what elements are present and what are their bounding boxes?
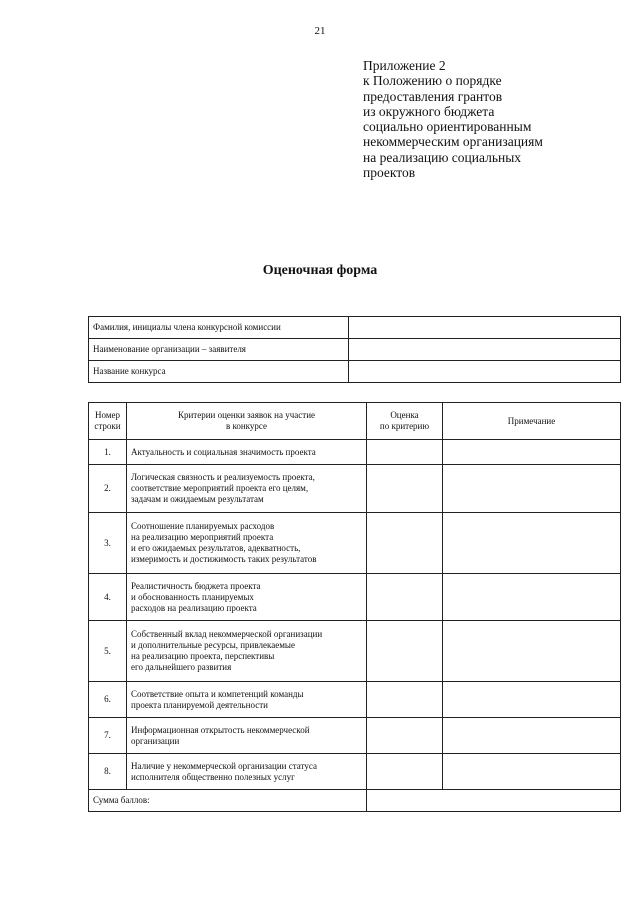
form-title: Оценочная форма xyxy=(262,263,378,278)
annex-heading xyxy=(363,58,633,180)
score-cell[interactable] xyxy=(367,465,443,513)
table-row xyxy=(89,754,621,790)
criteria-table xyxy=(88,402,621,812)
annex-line: на реализацию социальных xyxy=(363,149,522,165)
note-cell[interactable] xyxy=(443,513,621,574)
total-value-field[interactable] xyxy=(367,790,621,812)
table-row xyxy=(89,718,621,754)
note-cell[interactable] xyxy=(443,754,621,790)
info-table xyxy=(88,316,621,383)
annex-line: проектов xyxy=(363,165,416,181)
row-number: 6. xyxy=(89,682,127,718)
annex-line: из окружного бюджета xyxy=(363,103,495,119)
annex-line: некоммерческим организациям xyxy=(363,134,543,150)
criteria-header-row xyxy=(89,403,621,440)
annex-line: Приложение 2 xyxy=(363,58,446,73)
note-cell[interactable] xyxy=(443,718,621,754)
score-cell[interactable] xyxy=(367,440,443,465)
criterion-text: Актуальность и социальная значимость проекта xyxy=(127,440,367,465)
info-value-field[interactable] xyxy=(349,317,621,339)
header-criteria: Критерии оценки заявок на участие в конкурсе xyxy=(127,403,367,440)
total-row xyxy=(89,790,621,812)
row-number: 1. xyxy=(89,440,127,465)
info-label: Наименование организации – заявителя xyxy=(89,339,349,361)
score-cell[interactable] xyxy=(367,682,443,718)
score-cell[interactable] xyxy=(367,621,443,682)
total-label: Сумма баллов: xyxy=(89,790,367,812)
annex-line: социально ориентированным xyxy=(363,119,532,135)
info-label: Фамилия, инициалы члена конкурсной комиссии xyxy=(89,317,349,339)
score-cell[interactable] xyxy=(367,718,443,754)
row-number: 7. xyxy=(89,718,127,754)
note-cell[interactable] xyxy=(443,440,621,465)
note-cell[interactable] xyxy=(443,682,621,718)
criterion-text: Соответствие опыта и компетенций команды проекта планируемой деятельности xyxy=(127,682,367,718)
table-row xyxy=(89,574,621,621)
score-cell[interactable] xyxy=(367,574,443,621)
info-value-field[interactable] xyxy=(349,361,621,383)
row-number: 4. xyxy=(89,574,127,621)
table-row xyxy=(89,440,621,465)
criterion-text: Информационная открытость некоммерческой организации xyxy=(127,718,367,754)
table-row xyxy=(89,513,621,574)
row-number: 2. xyxy=(89,465,127,513)
row-number: 5. xyxy=(89,621,127,682)
criterion-text: Наличие у некоммерческой организации статуса исполнителя общественно полезных услуг xyxy=(127,754,367,790)
annex-line: предоставления грантов xyxy=(363,88,503,104)
header-score: Оценка по критерию xyxy=(367,403,443,440)
criterion-text: Собственный вклад некоммерческой организации и дополнительные ресурсы, привлекаемые на реализацию проекта, перспективы его дальнейшего развития xyxy=(127,621,367,682)
info-row-contest xyxy=(89,361,621,383)
info-row-organization xyxy=(89,339,621,361)
table-row xyxy=(89,682,621,718)
criterion-text: Логическая связность и реализуемость проекта, соответствие мероприятий проекта его целям, задачам и ожидаемым результатам xyxy=(127,465,367,513)
header-note: Примечание xyxy=(443,403,621,440)
score-cell[interactable] xyxy=(367,754,443,790)
note-cell[interactable] xyxy=(443,621,621,682)
info-value-field[interactable] xyxy=(349,339,621,361)
annex-line: к Положению о порядке xyxy=(363,73,502,89)
page-number: 21 xyxy=(314,25,326,37)
info-row-member xyxy=(89,317,621,339)
info-label: Название конкурса xyxy=(89,361,349,383)
header-number: Номер строки xyxy=(89,403,127,440)
note-cell[interactable] xyxy=(443,465,621,513)
row-number: 8. xyxy=(89,754,127,790)
note-cell[interactable] xyxy=(443,574,621,621)
criterion-text: Реалистичность бюджета проекта и обоснованность планируемых расходов на реализацию проекта xyxy=(127,574,367,621)
criterion-text: Соотношение планируемых расходов на реализацию мероприятий проекта и его ожидаемых результатов, адекватность, измеримость и достижимость таких результатов xyxy=(127,513,367,574)
table-row xyxy=(89,465,621,513)
table-row xyxy=(89,621,621,682)
score-cell[interactable] xyxy=(367,513,443,574)
row-number: 3. xyxy=(89,513,127,574)
